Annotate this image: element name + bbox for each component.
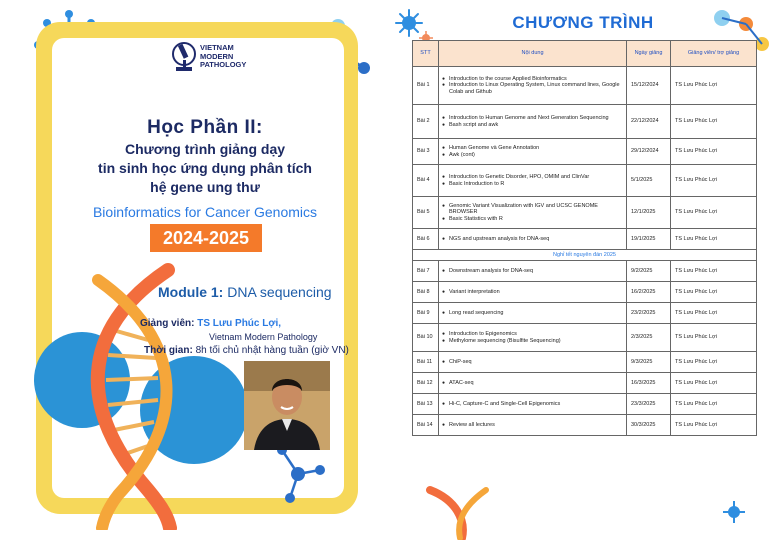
- table-header-row: [413, 41, 757, 67]
- table-row: [413, 303, 757, 324]
- lesson-number: Bài 11: [413, 352, 439, 373]
- dna-fragment-illustration: [426, 480, 496, 540]
- table-row: [413, 165, 757, 197]
- lecturer-name: TS Lưu Phúc Lợi,: [197, 318, 282, 329]
- lesson-lecturer: TS Lưu Phúc Lợi: [671, 373, 757, 394]
- lesson-topic: ● Basic Statistics with R: [442, 216, 623, 223]
- table-row: [413, 139, 757, 165]
- course-title-line: hệ gene ung thư: [150, 179, 260, 195]
- lesson-topic: ● Human Genome và Gene Annotation: [442, 145, 623, 152]
- person-portrait-icon: [244, 361, 330, 450]
- table-row: [413, 352, 757, 373]
- lesson-content: [439, 303, 627, 324]
- lesson-topic-list: [442, 268, 623, 275]
- lesson-lecturer: TS Lưu Phúc Lợi: [671, 105, 757, 139]
- lesson-topic: ● Introduction to the course Applied Bioinformatics: [442, 76, 623, 83]
- lesson-topic: ● Introduction to Linux Operating System, Linux command lines, Google Colab and Github: [442, 82, 623, 95]
- lecturer-line: [140, 318, 281, 329]
- lesson-number: Bài 6: [413, 229, 439, 250]
- module-heading: [158, 284, 332, 300]
- holiday-note: Nghỉ tết nguyên đán 2025: [413, 250, 757, 261]
- lesson-content: [439, 282, 627, 303]
- lesson-date: 2/3/2025: [627, 324, 671, 352]
- lesson-topic-list: [442, 145, 623, 158]
- course-subtitle-en: Bioinformatics for Cancer Genomics: [92, 204, 318, 220]
- lesson-date: 19/1/2025: [627, 229, 671, 250]
- lesson-date: 23/3/2025: [627, 394, 671, 415]
- lesson-topic: ● Variant interpretation: [442, 289, 623, 296]
- schedule-table: [412, 40, 757, 436]
- lesson-topic: ● Introduction to Human Genome and Next Generation Sequencing: [442, 115, 623, 122]
- lesson-number: Bài 1: [413, 67, 439, 105]
- header-lecturer: Giảng viên/ trợ giảng: [671, 41, 757, 67]
- microscope-logo-icon: [172, 40, 196, 74]
- course-title-line: tin sinh học ứng dụng phân tích: [98, 160, 312, 176]
- lesson-date: 12/1/2025: [627, 197, 671, 229]
- table-row: [413, 67, 757, 105]
- module-label: Module 1:: [158, 284, 224, 300]
- lesson-lecturer: TS Lưu Phúc Lợi: [671, 324, 757, 352]
- table-row: [413, 197, 757, 229]
- table-row: [413, 415, 757, 436]
- schedule-panel: [392, 0, 780, 540]
- lecturer-photo: [244, 361, 330, 450]
- lesson-lecturer: TS Lưu Phúc Lợi: [671, 229, 757, 250]
- lecturer-affiliation: Vietnam Modern Pathology: [209, 332, 318, 342]
- lesson-content: [439, 261, 627, 282]
- lesson-topic: ● Awk (cont): [442, 152, 623, 159]
- logo-line: VIETNAM: [200, 43, 234, 52]
- course-part-title: Học Phần II:: [147, 117, 263, 138]
- holiday-row: [413, 250, 757, 261]
- schedule-title: CHƯƠNG TRÌNH: [512, 13, 654, 32]
- header-date: Ngày giảng: [627, 41, 671, 67]
- poster-panel: [0, 0, 380, 540]
- lesson-content: [439, 373, 627, 394]
- header-stt: STT: [413, 41, 439, 67]
- schedule-table-body: [413, 67, 757, 436]
- lesson-date: 22/12/2024: [627, 105, 671, 139]
- lesson-number: Bài 12: [413, 373, 439, 394]
- brand-logo: [172, 40, 332, 80]
- lesson-topic: ● Introduction to Epigenomics: [442, 331, 623, 338]
- lesson-topic: ● Methylome sequencing (Bisulfite Sequencing): [442, 338, 623, 345]
- lesson-topic-list: [442, 422, 623, 429]
- logo-line: PATHOLOGY: [200, 60, 247, 69]
- lecturer-label: Giảng viên:: [140, 318, 195, 329]
- lesson-date: 15/12/2024: [627, 67, 671, 105]
- lesson-lecturer: TS Lưu Phúc Lợi: [671, 394, 757, 415]
- logo-wordmark: [200, 44, 280, 70]
- lesson-topic-list: [442, 76, 623, 96]
- lesson-topic-list: [442, 359, 623, 366]
- lesson-number: Bài 13: [413, 394, 439, 415]
- module-topic: DNA sequencing: [227, 284, 332, 300]
- lesson-number: Bài 4: [413, 165, 439, 197]
- lesson-date: 16/2/2025: [627, 282, 671, 303]
- lesson-topic-list: [442, 115, 623, 128]
- lesson-topic-list: [442, 203, 623, 223]
- lesson-topic: ● Bash script and awk: [442, 122, 623, 129]
- lesson-topic: ● NGS and upstream analysis for DNA-seq: [442, 236, 623, 243]
- lesson-number: Bài 5: [413, 197, 439, 229]
- lesson-date: 16/3/2025: [627, 373, 671, 394]
- table-row: [413, 394, 757, 415]
- lesson-topic: ● Hi-C, Capture-C and Single-Cell Epigenomics: [442, 401, 623, 408]
- lesson-topic-list: [442, 380, 623, 387]
- lesson-content: [439, 324, 627, 352]
- lesson-topic: ● Basic Introduction to R: [442, 181, 623, 188]
- lesson-content: [439, 105, 627, 139]
- lesson-topic: ● Review all lectures: [442, 422, 623, 429]
- lesson-lecturer: TS Lưu Phúc Lợi: [671, 197, 757, 229]
- lesson-date: 9/3/2025: [627, 352, 671, 373]
- lesson-topic-list: [442, 174, 623, 187]
- lesson-lecturer: TS Lưu Phúc Lợi: [671, 139, 757, 165]
- lesson-number: Bài 2: [413, 105, 439, 139]
- lesson-content: [439, 197, 627, 229]
- table-row: [413, 282, 757, 303]
- table-row: [413, 229, 757, 250]
- lesson-content: [439, 352, 627, 373]
- lesson-lecturer: TS Lưu Phúc Lợi: [671, 165, 757, 197]
- lesson-topic: ● Genomic Variant Visualization with IGV and UCSC GENOME BROWSER: [442, 203, 623, 216]
- academic-year-badge: 2024-2025: [150, 224, 262, 252]
- lesson-topic: ● Introduction to Genetic Disorder, HPO, OMIM and ClinVar: [442, 174, 623, 181]
- lesson-content: [439, 415, 627, 436]
- lesson-lecturer: TS Lưu Phúc Lợi: [671, 303, 757, 324]
- lesson-topic: ● ATAC-seq: [442, 380, 623, 387]
- molecule-bottom-right-icon: [268, 440, 338, 520]
- lesson-content: [439, 165, 627, 197]
- lesson-topic: ● Downstream analysis for DNA-seq: [442, 268, 623, 275]
- lesson-date: 29/12/2024: [627, 139, 671, 165]
- lesson-date: 5/1/2025: [627, 165, 671, 197]
- lesson-number: Bài 14: [413, 415, 439, 436]
- lesson-date: 9/2/2025: [627, 261, 671, 282]
- time-label: Thời gian:: [144, 345, 193, 356]
- lesson-topic: ● Long read sequencing: [442, 310, 623, 317]
- lesson-topic-list: [442, 289, 623, 296]
- lesson-topic-list: [442, 310, 623, 317]
- lesson-content: [439, 139, 627, 165]
- header-content: Nội dung: [439, 41, 627, 67]
- lesson-lecturer: TS Lưu Phúc Lợi: [671, 282, 757, 303]
- poster-title: [60, 116, 350, 221]
- table-row: [413, 373, 757, 394]
- lesson-content: [439, 394, 627, 415]
- lesson-number: Bài 3: [413, 139, 439, 165]
- logo-line: MODERN: [200, 51, 234, 61]
- table-row: [413, 261, 757, 282]
- lesson-lecturer: TS Lưu Phúc Lợi: [671, 352, 757, 373]
- table-row: [413, 105, 757, 139]
- lesson-number: Bài 7: [413, 261, 439, 282]
- lesson-number: Bài 10: [413, 324, 439, 352]
- lesson-lecturer: TS Lưu Phúc Lợi: [671, 261, 757, 282]
- table-row: [413, 324, 757, 352]
- lesson-date: 30/3/2025: [627, 415, 671, 436]
- lesson-content: [439, 229, 627, 250]
- lesson-lecturer: TS Lưu Phúc Lợi: [671, 67, 757, 105]
- lesson-lecturer: TS Lưu Phúc Lợi: [671, 415, 757, 436]
- lesson-number: Bài 9: [413, 303, 439, 324]
- schedule-time-line: [144, 345, 349, 356]
- dna-helix-illustration: [18, 260, 262, 530]
- lesson-topic-list: [442, 236, 623, 243]
- lesson-date: 23/2/2025: [627, 303, 671, 324]
- lesson-topic-list: [442, 401, 623, 408]
- virus-bottom-icon: [722, 500, 746, 524]
- time-value: 8h tối chủ nhật hàng tuần (giờ VN): [195, 345, 349, 356]
- lesson-topic: ● ChiP-seq: [442, 359, 623, 366]
- lesson-content: [439, 67, 627, 105]
- course-title-line: Chương trình giảng dạy: [124, 141, 286, 157]
- lesson-topic-list: [442, 331, 623, 344]
- lesson-number: Bài 8: [413, 282, 439, 303]
